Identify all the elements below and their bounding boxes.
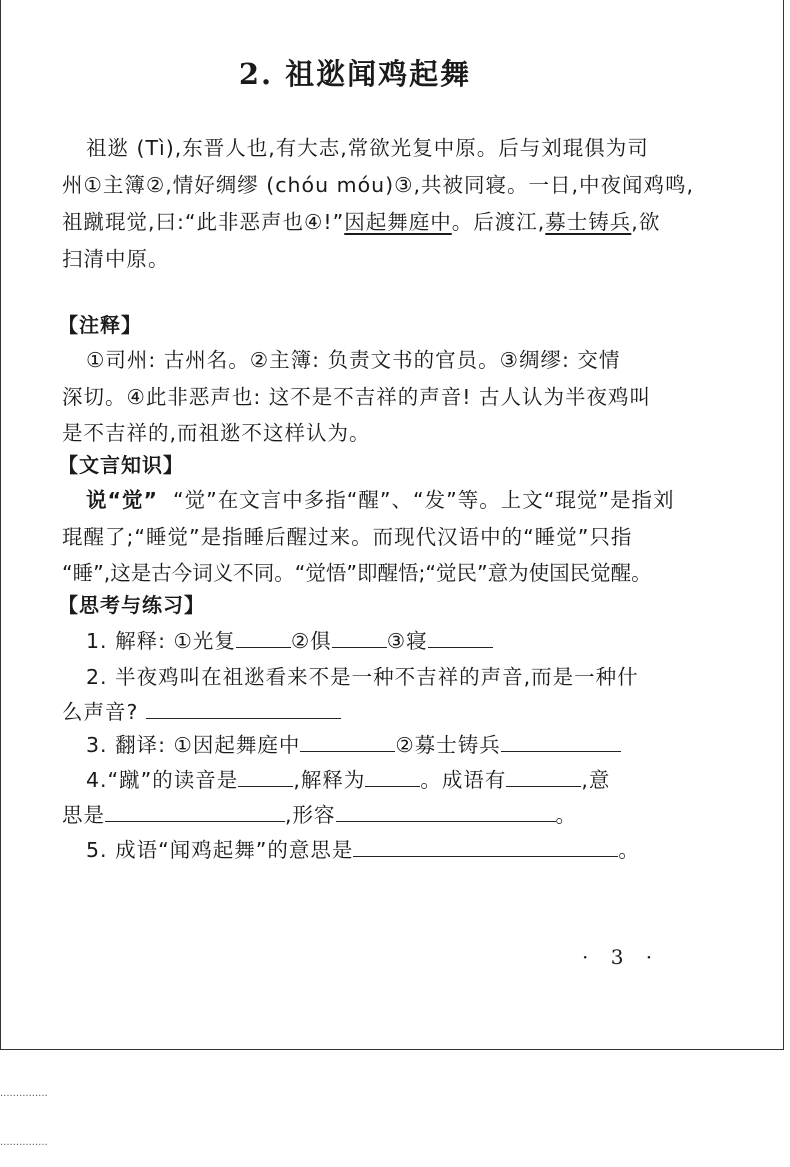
knowledge-line bbox=[86, 483, 674, 513]
answer-blank[interactable] bbox=[332, 629, 387, 648]
text: ②募士铸兵 bbox=[395, 733, 501, 757]
underlined-phrase: 因起舞庭中 bbox=[344, 210, 452, 234]
text: 5. 成语“闻鸡起舞”的意思是 bbox=[86, 838, 354, 862]
passage-line: 州①主簿②,情好绸缪 (chóu móu)③,共被同寝。一日,中夜闻鸡鸣, bbox=[62, 173, 695, 197]
underlined-phrase: 募士铸兵 bbox=[545, 210, 632, 234]
text: 4.“蹴”的读音是 bbox=[86, 768, 239, 792]
note-line: 深切。④此非恶声也: 这不是不吉祥的声音! 古人认为半夜鸡叫 bbox=[62, 385, 652, 409]
note-line: 是不吉祥的,而祖逖不这样认为。 bbox=[62, 421, 371, 445]
knowledge-line: 琨醒了;“睡觉”是指睡后醒过来。而现代汉语中的“睡觉”只指 bbox=[62, 525, 633, 549]
exercise-4 bbox=[86, 763, 610, 793]
notes-heading: 【注释】 bbox=[58, 313, 142, 337]
answer-blank[interactable] bbox=[105, 803, 285, 822]
passage-line: 祖逖 (Tì),东晋人也,有大志,常欲光复中原。后与刘琨俱为司 bbox=[86, 136, 649, 160]
knowledge-lead: 说“觉” bbox=[86, 488, 158, 512]
answer-blank[interactable] bbox=[336, 803, 556, 822]
text: ,解释为 bbox=[293, 768, 366, 792]
dotted-line: ............... bbox=[0, 1137, 48, 1148]
text: “觉”在文言中多指“醒”、“发”等。上文“琨觉”是指刘 bbox=[157, 488, 675, 512]
page-number: · 3 · bbox=[582, 945, 661, 969]
text: 。 bbox=[618, 838, 640, 862]
answer-blank[interactable] bbox=[428, 629, 493, 648]
text: 思是 bbox=[62, 803, 105, 827]
exercise-1 bbox=[86, 624, 493, 654]
passage-line: 扫清中原。 bbox=[62, 247, 170, 271]
note-line: ①司州: 古州名。②主簿: 负责文书的官员。③绸缪: 交情 bbox=[86, 348, 621, 372]
exercise-2-cont bbox=[62, 695, 341, 725]
answer-blank[interactable] bbox=[501, 733, 621, 752]
text: 祖蹴琨觉,曰:“此非恶声也④!” bbox=[62, 210, 345, 234]
answer-blank[interactable] bbox=[238, 768, 293, 787]
knowledge-line: “睡”,这是古今词义不同。“觉悟”即醒悟;“觉民”意为使国民觉醒。 bbox=[62, 561, 652, 585]
passage-line bbox=[62, 205, 660, 235]
text: 。成语有 bbox=[420, 768, 507, 792]
dotted-line: ............... bbox=[0, 1088, 48, 1099]
answer-blank[interactable] bbox=[506, 768, 581, 787]
text: 1. 解释: ①光复 bbox=[86, 629, 236, 653]
exercise-4-cont bbox=[62, 798, 577, 828]
knowledge-heading: 【文言知识】 bbox=[58, 453, 184, 477]
text: 么声音? bbox=[62, 700, 139, 724]
page-title: 2. 祖逖闻鸡起舞 bbox=[238, 57, 472, 91]
exercise-2: 2. 半夜鸡叫在祖逖看来不是一种不吉祥的声音,而是一种什 bbox=[86, 665, 639, 689]
exercises-heading: 【思考与练习】 bbox=[58, 593, 205, 617]
text: 3. 翻译: ①因起舞庭中 bbox=[86, 733, 301, 757]
exercise-5 bbox=[86, 833, 640, 863]
answer-blank[interactable] bbox=[146, 700, 341, 719]
text: ,形容 bbox=[285, 803, 336, 827]
text: ③寝 bbox=[386, 629, 428, 653]
text: 。后渡江, bbox=[451, 210, 546, 234]
answer-blank[interactable] bbox=[365, 768, 420, 787]
answer-blank[interactable] bbox=[300, 733, 395, 752]
text: ,意 bbox=[581, 768, 611, 792]
text: ②俱 bbox=[290, 629, 332, 653]
exercise-3 bbox=[86, 728, 621, 758]
answer-blank[interactable] bbox=[236, 629, 291, 648]
text: ,欲 bbox=[631, 210, 661, 234]
text: 。 bbox=[555, 803, 578, 827]
answer-blank[interactable] bbox=[353, 838, 618, 857]
